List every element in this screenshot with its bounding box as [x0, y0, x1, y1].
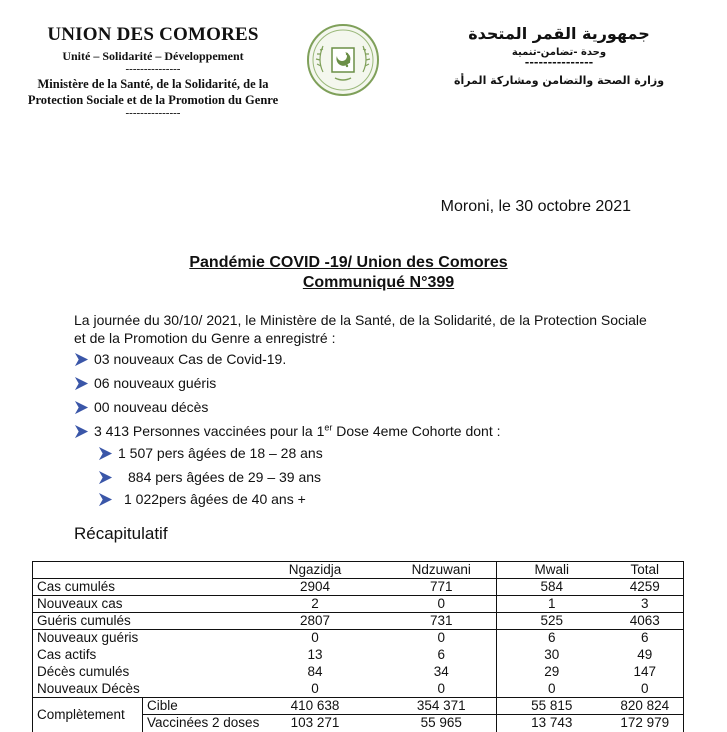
- cell: 584: [497, 579, 607, 596]
- row-label: Cas cumulés: [33, 579, 244, 596]
- summary-table: [32, 561, 684, 732]
- cell: 410 638: [244, 698, 387, 715]
- cell: 354 371: [387, 698, 497, 715]
- document-date: Moroni, le 30 octobre 2021: [440, 198, 631, 215]
- cell: 30: [497, 647, 607, 664]
- cell: 2807: [244, 613, 387, 630]
- table-row: [33, 579, 684, 596]
- arrow-bullet-icon: [98, 492, 113, 507]
- row-label: Cible: [143, 698, 244, 715]
- arrow-bullet-icon: [74, 400, 89, 415]
- row-label: Guéris cumulés: [33, 613, 244, 630]
- cell: 84: [307, 664, 323, 679]
- cell: 4063: [607, 613, 684, 630]
- cell: 0: [311, 680, 319, 696]
- recap-heading: Récapitulatif: [74, 524, 168, 543]
- bullet-new-recoveries: [74, 375, 216, 391]
- cell: 29: [497, 664, 607, 681]
- cell: 13: [307, 647, 323, 662]
- table-header-row: [33, 562, 684, 579]
- table-row: [33, 613, 684, 630]
- table-row: [33, 664, 684, 681]
- bullet-vaccinated: [74, 423, 501, 439]
- arrow-bullet-icon: [74, 376, 89, 391]
- cell: 2904: [244, 579, 387, 596]
- arrow-bullet-icon: [74, 352, 89, 367]
- national-seal-icon: [305, 22, 381, 98]
- header-right: [439, 24, 679, 87]
- header-mwali: Mwali: [497, 562, 607, 579]
- sub-bullet-text: 1 507 pers âgées de 18 – 28 ans: [118, 445, 323, 461]
- sub-bullet-age-40-plus: [98, 491, 306, 507]
- bullet-text: 06 nouveaux guéris: [94, 375, 217, 391]
- cell: 820 824: [607, 698, 684, 715]
- sub-bullet-text: 884 pers âgées de 29 – 39 ans: [128, 469, 322, 485]
- cell: 2: [244, 596, 387, 613]
- communique-title: Pandémie COVID -19/ Union des Comores: [189, 254, 508, 271]
- cell: 4259: [607, 579, 684, 596]
- cell: 731: [387, 613, 497, 630]
- sub-bullet-age-18-28: [98, 445, 323, 461]
- cell: 0: [497, 681, 607, 698]
- row-label: Décès cumulés: [33, 664, 244, 681]
- table-row: [33, 647, 684, 664]
- header-total: Total: [607, 562, 684, 579]
- group-label: Complètement: [33, 698, 143, 732]
- table-row: [33, 681, 684, 698]
- separator-dashes: ---------------: [524, 56, 594, 69]
- table-row: [33, 630, 684, 647]
- ministry-line-2: Protection Sociale et de la Promotion du Genre: [27, 93, 279, 107]
- cell: 6: [497, 630, 607, 647]
- bullet-text: 03 nouveaux Cas de Covid-19.: [94, 351, 287, 367]
- communique-number: Communiqué N°399: [302, 274, 455, 291]
- bullet-text: 3 413 Personnes vaccinées pour la 1er Dose 4eme Cohorte dont :: [94, 422, 501, 439]
- national-motto: Unité – Solidarité – Développement: [62, 49, 244, 63]
- cell: 0: [387, 596, 497, 613]
- cell: 0: [244, 630, 387, 647]
- cell: 172 979: [607, 715, 684, 732]
- cell: 55 965: [387, 715, 497, 732]
- national-motto-arabic: وحدة -تضامن-تنمية: [511, 47, 607, 58]
- cell: 525: [497, 613, 607, 630]
- row-label: Vaccinées 2 doses: [143, 715, 244, 732]
- header-ngazidja: Ngazidja: [244, 562, 387, 579]
- arrow-bullet-icon: [98, 446, 113, 461]
- ministry-arabic: وزارة الصحة والتضامن ومشاركة المرأة: [453, 74, 665, 87]
- intro-paragraph: La journée du 30/10/ 2021, le Ministère de la Santé, de la Solidarité, de la Protection Sociale et de la Promotion du Genre a enregistré :: [74, 312, 647, 346]
- cell: 147: [607, 664, 684, 681]
- cell: 55 815: [497, 698, 607, 715]
- cell: 0: [607, 681, 684, 698]
- country-name-arabic: جمهورية القمر المتحدة: [468, 24, 650, 43]
- sub-bullet-age-29-39: [98, 469, 321, 485]
- row-label: Nouveaux guéris: [33, 630, 244, 647]
- cell: 0: [387, 630, 497, 647]
- cell: 1: [497, 596, 607, 613]
- cell: 0: [437, 680, 445, 696]
- country-name: UNION DES COMORES: [47, 24, 259, 45]
- cell: 103 271: [244, 715, 387, 732]
- cell: 3: [607, 596, 684, 613]
- row-label: Nouveaux cas: [33, 596, 244, 613]
- cell: 771: [387, 579, 497, 596]
- cell: 34: [433, 664, 449, 679]
- header-left: [8, 24, 298, 118]
- separator-dashes: ---------------: [125, 63, 181, 75]
- row-label: Nouveaux Décès: [33, 681, 244, 698]
- bullet-text: 00 nouveau décès: [94, 399, 209, 415]
- bullet-new-deaths: [74, 399, 208, 415]
- row-label: Cas actifs: [33, 647, 244, 664]
- bullet-new-cases: [74, 351, 286, 367]
- cell: 13 743: [497, 715, 607, 732]
- ministry-line-1: Ministère de la Santé, de la Solidarité, de la: [37, 77, 269, 91]
- sub-bullet-text: 1 022pers âgées de 40 ans +: [124, 491, 306, 507]
- table-row: [33, 698, 684, 715]
- header-ndzuwani: Ndzuwani: [387, 562, 497, 579]
- cell: 6: [437, 647, 445, 662]
- table-row: [33, 596, 684, 613]
- cell: 6: [607, 630, 684, 647]
- separator-dashes: ---------------: [125, 107, 181, 119]
- arrow-bullet-icon: [74, 424, 89, 439]
- cell: 49: [607, 647, 684, 664]
- arrow-bullet-icon: [98, 470, 113, 485]
